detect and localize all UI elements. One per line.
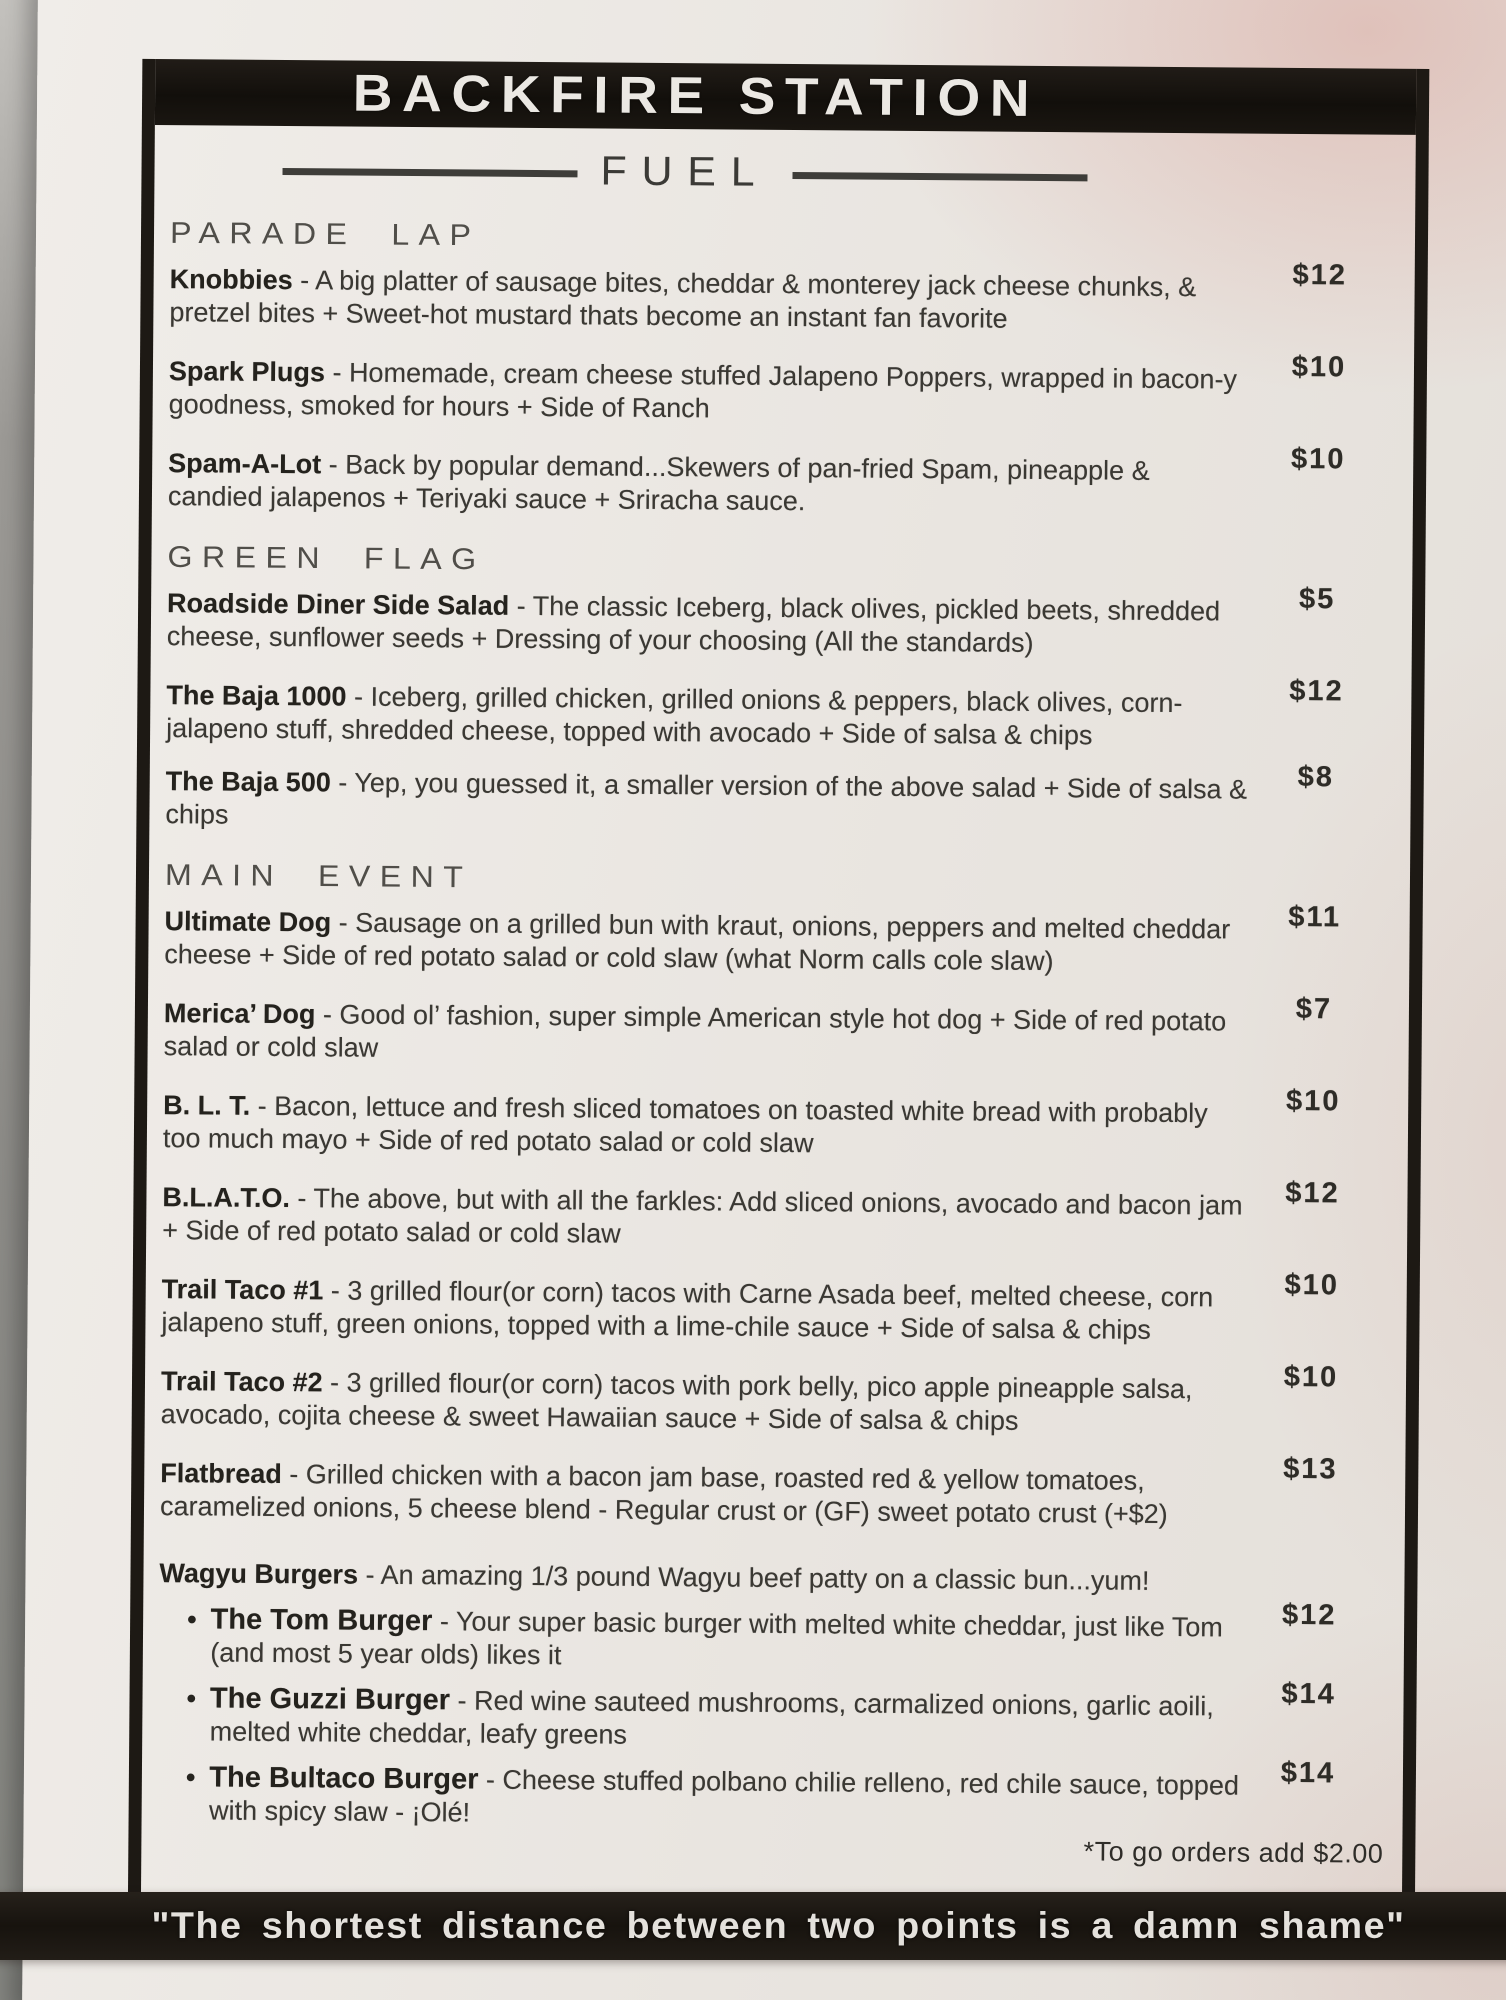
menu-subtitle: FUEL bbox=[600, 147, 770, 195]
section-header-parade-lap: PARADE LAP bbox=[169, 215, 481, 253]
item-text bbox=[163, 1089, 1245, 1163]
item-text bbox=[164, 905, 1246, 979]
menu-item-trail-taco-1 bbox=[161, 1268, 1370, 1348]
item-description: - 3 grilled flour(or corn) tacos with Carne Asada beef, melted cheese, corn jalapeno stuff, green onions, topped with a lime-chile sauce + Side of salsa & chips bbox=[161, 1275, 1214, 1345]
item-name: Spam-A-Lot bbox=[168, 448, 322, 480]
subtitle-rule-right bbox=[792, 172, 1087, 181]
item-name: Spark Plugs bbox=[168, 356, 326, 388]
item-price: $12 bbox=[1281, 1598, 1337, 1632]
item-name: The Guzzi Burger bbox=[209, 1682, 451, 1717]
item-price: $12 bbox=[1289, 674, 1344, 708]
item-price: $10 bbox=[1290, 442, 1346, 476]
menu-subtitle-row bbox=[80, 140, 1289, 201]
subtitle-rule-left bbox=[283, 168, 578, 177]
item-text bbox=[166, 679, 1248, 753]
item-price: $5 bbox=[1298, 583, 1336, 616]
item-description: - Sausage on a grilled bun with kraut, onions, peppers and melted cheddar cheese + Side of red potato salad or cold slaw (what Norm calls cole slaw) bbox=[164, 907, 1231, 977]
item-price: $14 bbox=[1280, 1756, 1336, 1790]
item-text bbox=[169, 263, 1251, 337]
togo-note: *To go orders add $2.00 bbox=[1083, 1836, 1384, 1869]
item-name: The Bultaco Burger bbox=[209, 1761, 479, 1796]
item-name: Trail Taco #2 bbox=[160, 1366, 323, 1398]
item-description: - Yep, you guessed it, a smaller version of the above salad + Side of salsa & chips bbox=[165, 767, 1248, 830]
menu-item-knobbies bbox=[169, 258, 1378, 338]
menu-item-the-bultaco-burger bbox=[158, 1756, 1367, 1836]
item-price: $12 bbox=[1292, 258, 1348, 292]
item-name: Roadside Diner Side Salad bbox=[167, 588, 510, 621]
item-description: - Bacon, lettuce and fresh sliced tomatoes on toasted white bread with probably too much mayo + Side of red potato salad or cold slaw bbox=[162, 1090, 1208, 1159]
footer-quote-banner bbox=[0, 1892, 1506, 1960]
item-price: $10 bbox=[1284, 1268, 1340, 1302]
item-name: Flatbread bbox=[160, 1458, 282, 1490]
menu-item-roadside-diner-side-salad bbox=[166, 583, 1376, 662]
section-header-main-event: MAIN EVENT bbox=[164, 857, 473, 895]
item-name: Wagyu Burgers bbox=[159, 1558, 359, 1590]
restaurant-name-banner bbox=[155, 59, 1416, 135]
item-price: $13 bbox=[1283, 1452, 1338, 1486]
item-text bbox=[210, 1604, 1250, 1678]
item-text bbox=[165, 765, 1247, 839]
item-text bbox=[161, 1365, 1243, 1439]
item-description: - Homemade, cream cheese stuffed Jalapeno Poppers, wrapped in bacon-y goodness, smoked for hours + Side of Ranch bbox=[168, 357, 1238, 424]
item-description: - 3 grilled flour(or corn) tacos with pork belly, pico apple pineapple salsa, avocado, cojita cheese & sweet Hawaiian sauce + Side of salsa & chips bbox=[160, 1367, 1193, 1436]
menu-item-b-l-a-t-o bbox=[162, 1176, 1371, 1256]
item-name: Knobbies bbox=[169, 264, 293, 296]
item-price: $12 bbox=[1285, 1176, 1340, 1210]
section-header-green-flag: GREEN FLAG bbox=[167, 539, 486, 577]
item-name: Merica’ Dog bbox=[163, 998, 316, 1030]
item-text bbox=[161, 1273, 1243, 1347]
item-name: Trail Taco #1 bbox=[161, 1274, 324, 1306]
item-name: The Tom Burger bbox=[210, 1603, 433, 1638]
menu-body bbox=[142, 141, 1416, 1837]
item-text bbox=[167, 587, 1249, 661]
restaurant-name: BACKFIRE STATION bbox=[352, 64, 1040, 128]
menu-paper bbox=[22, 0, 1506, 2000]
item-price: $10 bbox=[1285, 1084, 1341, 1118]
menu-item-spam-a-lot bbox=[167, 442, 1377, 522]
item-description: - Iceberg, grilled chicken, grilled onions & peppers, black olives, corn-jalapeno stuff, shredded cheese, topped with avocado + Side of salsa & chips bbox=[166, 681, 1183, 751]
item-price: $7 bbox=[1295, 993, 1333, 1026]
item-description: - Good ol’ fashion, super simple American style hot dog + Side of red potato salad or cold slaw bbox=[163, 999, 1227, 1063]
menu-item-b-l-t bbox=[162, 1084, 1372, 1164]
item-name: The Baja 500 bbox=[165, 766, 331, 798]
item-description: - Grilled chicken with a bacon jam base, roasted red & yellow tomatoes, caramelized onions, 5 cheese blend - Regular crust or (GF) sweet potato crust (+$2) bbox=[159, 1459, 1168, 1530]
bullet-icon: • bbox=[186, 1683, 197, 1714]
item-description: - An amazing 1/3 pound Wagyu beef patty on a classic bun...yum! bbox=[365, 1559, 1150, 1596]
item-name: The Baja 1000 bbox=[166, 680, 347, 712]
bullet-icon: • bbox=[187, 1604, 197, 1635]
item-price: $11 bbox=[1288, 900, 1342, 934]
menu-item-the-baja-1000 bbox=[166, 674, 1375, 754]
item-description: - Red wine sauteed mushrooms, carmalized onions, garlic aoili, melted white cheddar, leafy greens bbox=[209, 1685, 1214, 1750]
item-text bbox=[159, 1557, 1241, 1598]
item-name: Ultimate Dog bbox=[164, 906, 332, 938]
menu-item-trail-taco-2 bbox=[160, 1360, 1370, 1440]
item-price: $8 bbox=[1297, 761, 1335, 794]
item-text bbox=[164, 997, 1246, 1071]
menu-item-merica-dog bbox=[163, 993, 1373, 1072]
item-price: $10 bbox=[1291, 350, 1347, 384]
item-description: - Back by popular demand...Skewers of pan-fried Spam, pineapple & candied jalapenos + Teriyaki sauce + Sriracha sauce. bbox=[167, 449, 1150, 517]
menu-item-flatbread bbox=[159, 1452, 1369, 1532]
menu-sections bbox=[158, 215, 1380, 1836]
item-price: $10 bbox=[1283, 1360, 1339, 1394]
menu-item-the-guzzi-burger bbox=[158, 1677, 1367, 1757]
item-text bbox=[160, 1457, 1242, 1531]
footer-quote: "The shortest distance between two points is a damn shame" bbox=[151, 1904, 1406, 1946]
item-description: - Cheese stuffed polbano chilie relleno, red chile sauce, topped with spicy slaw - ¡Olé! bbox=[208, 1764, 1240, 1828]
item-text bbox=[169, 355, 1251, 429]
item-name: B.L.A.T.O. bbox=[162, 1182, 291, 1214]
item-description: - A big platter of sausage bites, cheddar & monterey jack cheese chunks, & pretzel bites + Sweet-hot mustard thats become an instant fan favorite bbox=[169, 265, 1197, 334]
menu-item-the-tom-burger bbox=[159, 1598, 1368, 1678]
item-text bbox=[168, 447, 1250, 521]
item-text bbox=[162, 1181, 1244, 1255]
item-description: - The classic Iceberg, black olives, pickled beets, shredded cheese, sunflower seeds + Dressing of your choosing (All the standards) bbox=[166, 590, 1221, 658]
bullet-icon: • bbox=[185, 1762, 196, 1793]
menu-item-the-baja-500 bbox=[165, 761, 1374, 840]
menu-item-wagyu-burgers bbox=[159, 1557, 1368, 1599]
item-text bbox=[209, 1761, 1249, 1835]
item-text bbox=[210, 1682, 1250, 1756]
menu-frame bbox=[128, 59, 1430, 1921]
item-name: B. L. T. bbox=[163, 1090, 251, 1121]
menu-item-ultimate-dog bbox=[164, 900, 1373, 980]
item-price: $14 bbox=[1281, 1677, 1336, 1711]
item-description: - The above, but with all the farkles: Add sliced onions, avocado and bacon jam + Side of red potato salad or cold slaw bbox=[162, 1183, 1243, 1249]
menu-item-spark-plugs bbox=[168, 350, 1378, 430]
item-description: - Your super basic burger with melted white cheddar, just like Tom (and most 5 year olds) likes it bbox=[210, 1606, 1223, 1671]
